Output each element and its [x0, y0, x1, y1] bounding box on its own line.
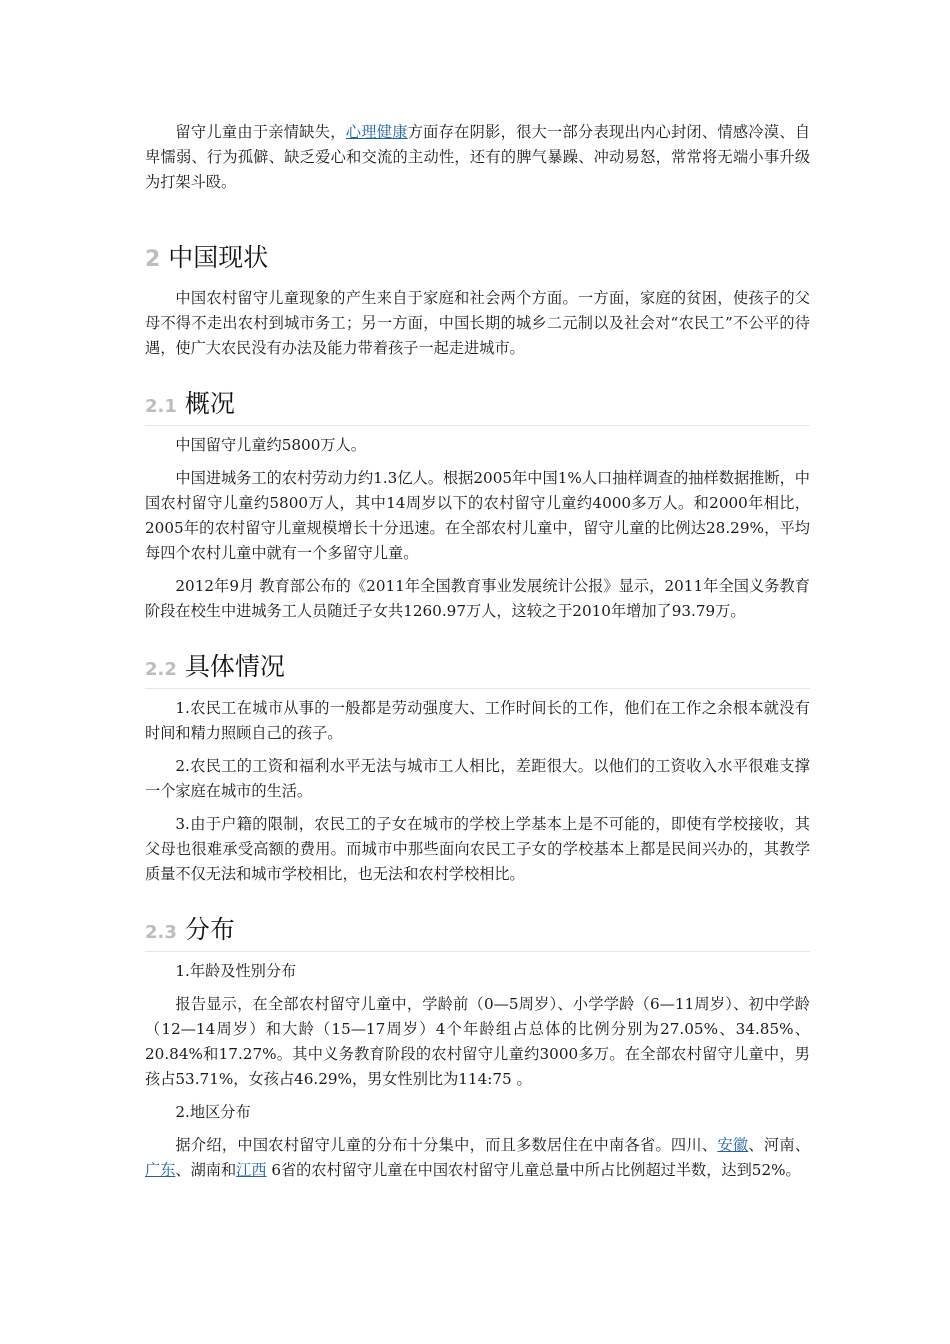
- subheading-region: 2.地区分布: [175, 1103, 251, 1121]
- document-page: [145, 120, 810, 1183]
- link-jiangxi[interactable]: 江西: [236, 1161, 267, 1179]
- paragraph: 中国留守儿童约5800万人。: [175, 436, 366, 454]
- paragraph: 2.农民工的工资和福利水平无法与城市工人相比，差距很大。以他们的工资收入水平很难支撑一个家庭在城市的生活。: [145, 757, 810, 800]
- link-guangdong[interactable]: 广东: [145, 1161, 176, 1179]
- section-2-paragraph: 中国农村留守儿童现象的产生来自于家庭和社会两个方面。一方面，家庭的贫困，使孩子的父母不得不走出农村到城市务工；另一方面，中国长期的城乡二元制以及社会对“农民工”不公平的待遇，使广大农民没有办法及能力带着孩子一起走进城市。: [145, 289, 810, 357]
- section-2-1-heading: 2.1 概况: [145, 388, 810, 426]
- section-number: 2.1: [145, 396, 177, 417]
- section-number: 2: [145, 247, 161, 272]
- section-number: 2.3: [145, 922, 177, 943]
- paragraph: 中国进城务工的农村劳动力约1.3亿人。根据2005年中国1%人口抽样调查的抽样数据推断，中国农村留守儿童约5800万人，其中14周岁以下的农村留守儿童约4000多万人。和2000年相比，2005年的农村留守儿童规模增长十分迅速。在全部农村儿童中，留守儿童的比例达28.29%，平均每四个农村儿童中就有一个多留守儿童。: [145, 469, 810, 562]
- link-mental-health[interactable]: 心理健康: [345, 123, 408, 141]
- paragraph: 3.由于户籍的限制，农民工的子女在城市的学校上学基本上是不可能的，即使有学校接收，其父母也很难承受高额的费用。而城市中那些面向农民工子女的学校基本上都是民间兴办的，其教学质量不仅无法和城市学校相比，也无法和农村学校相比。: [145, 815, 810, 883]
- section-2-heading: 2 中国现状: [145, 243, 269, 272]
- section-2-3-heading: 2.3 分布: [145, 914, 810, 952]
- region-paragraph: 据介绍，中国农村留守儿童的分布十分集中，而且多数居住在中南各省。四川、安徽、河南、广东、湖南和江西 6省的农村留守儿童在中国农村留守儿童总量中所占比例超过半数，达到52%。: [145, 1136, 811, 1179]
- paragraph: 报告显示，在全部农村留守儿童中，学龄前（0—5周岁）、小学学龄（6—11周岁）、初中学龄（12—14周岁）和大龄（15—17周岁）4个年龄组占总体的比例分别为27.05%、34.85%、20.84%和17.27%。其中义务教育阶段的农村留守儿童约3000多万。在全部农村留守儿童中，男孩占53.71%，女孩占46.29%，男女性别比为114:75 。: [145, 995, 810, 1088]
- intro-paragraph: 留守儿童由于亲情缺失，心理健康方面存在阴影，很大一部分表现出内心封闭、情感冷漠、自卑懦弱、行为孤僻、缺乏爱心和交流的主动性，还有的脾气暴躁、冲动易怒，常常将无端小事升级为打架斗殴。: [145, 123, 811, 191]
- section-2-2-heading: 2.2 具体情况: [145, 651, 810, 689]
- link-anhui[interactable]: 安徽: [717, 1136, 749, 1154]
- section-number: 2.2: [145, 659, 177, 680]
- subheading-age-gender: 1.年龄及性别分布: [175, 962, 297, 980]
- paragraph: 2012年9月 教育部公布的《2011年全国教育事业发展统计公报》显示，2011年全国义务教育阶段在校生中进城务工人员随迁子女共1260.97万人，这较之于2010年增加了93.79万。: [145, 577, 810, 620]
- paragraph: 1.农民工在城市从事的一般都是劳动强度大、工作时间长的工作，他们在工作之余根本就没有时间和精力照顾自己的孩子。: [145, 699, 810, 742]
